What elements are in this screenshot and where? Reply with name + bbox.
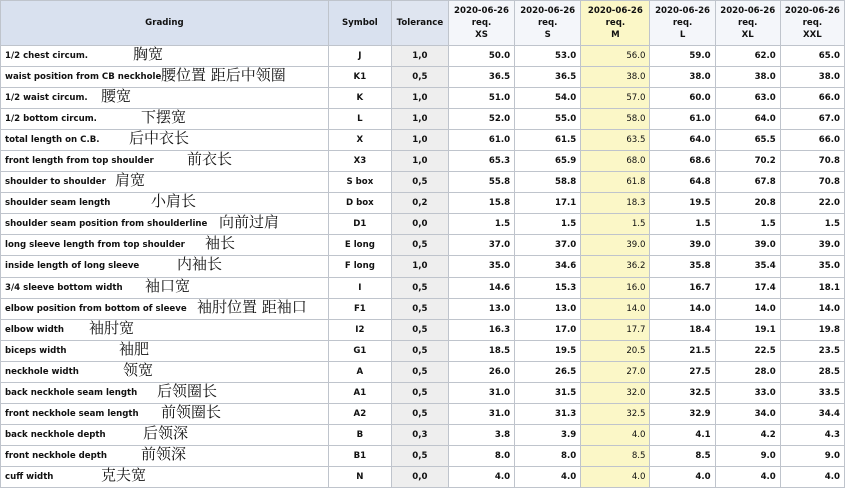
table-row bbox=[1, 256, 845, 277]
size-header bbox=[581, 1, 650, 46]
size-header-date: 2020-06-26 bbox=[784, 6, 840, 16]
size-value-cell: 32.9 bbox=[650, 403, 715, 424]
grading-label: shoulder to shoulder bbox=[5, 177, 106, 188]
symbol-cell: D box bbox=[328, 193, 391, 214]
tolerance-cell: 0,5 bbox=[391, 277, 448, 298]
size-value-cell: 26.0 bbox=[448, 361, 514, 382]
size-value-cell: 35.0 bbox=[448, 256, 514, 277]
size-value-cell: 33.0 bbox=[715, 382, 780, 403]
size-value-cell: 31.0 bbox=[448, 403, 514, 424]
symbol-cell: K1 bbox=[328, 67, 391, 88]
size-value-cell: 68.6 bbox=[650, 151, 715, 172]
size-value-cell: 1.5 bbox=[448, 214, 514, 235]
chinese-annotation: 袖肥 bbox=[119, 339, 150, 358]
chinese-annotation: 向前过肩 bbox=[219, 213, 280, 232]
chinese-annotation: 下摆宽 bbox=[141, 108, 187, 127]
grading-cell bbox=[1, 466, 329, 487]
chinese-annotation: 袖肘位置 距袖口 bbox=[197, 297, 307, 316]
symbol-cell: F long bbox=[328, 256, 391, 277]
size-value-cell: 14.0 bbox=[581, 298, 650, 319]
size-value-cell: 35.8 bbox=[650, 256, 715, 277]
grading-cell bbox=[1, 445, 329, 466]
size-value-cell: 21.5 bbox=[650, 340, 715, 361]
size-value-cell: 61.0 bbox=[650, 109, 715, 130]
size-value-cell: 1.5 bbox=[715, 214, 780, 235]
tolerance-cell: 0,5 bbox=[391, 319, 448, 340]
size-value-cell: 53.0 bbox=[515, 46, 581, 67]
symbol-cell: X3 bbox=[328, 151, 391, 172]
size-value-cell: 4.0 bbox=[780, 466, 844, 487]
size-value-cell: 26.5 bbox=[515, 361, 581, 382]
grading-label: elbow width bbox=[5, 324, 65, 335]
symbol-cell: A bbox=[328, 361, 391, 382]
size-value-cell: 55.0 bbox=[515, 109, 581, 130]
size-value-cell: 58.8 bbox=[515, 172, 581, 193]
chinese-annotation: 腰宽 bbox=[101, 87, 132, 106]
tolerance-cell: 0,5 bbox=[391, 403, 448, 424]
size-value-cell: 55.8 bbox=[448, 172, 514, 193]
size-value-cell: 65.3 bbox=[448, 151, 514, 172]
grading-label: biceps width bbox=[5, 345, 67, 356]
grading-label: back neckhole seam length bbox=[5, 387, 138, 398]
size-value-cell: 65.5 bbox=[715, 130, 780, 151]
tolerance-cell: 0,0 bbox=[391, 466, 448, 487]
grading-label: elbow position from bottom of sleeve bbox=[5, 303, 187, 314]
size-header-date: 2020-06-26 bbox=[454, 6, 509, 16]
table-row bbox=[1, 235, 845, 256]
size-value-cell: 56.0 bbox=[581, 46, 650, 67]
size-value-cell: 4.3 bbox=[780, 424, 844, 445]
grading-label: front length from top shoulder bbox=[5, 156, 154, 167]
tolerance-cell: 0,5 bbox=[391, 340, 448, 361]
size-value-cell: 65.9 bbox=[515, 151, 581, 172]
size-value-cell: 19.5 bbox=[515, 340, 581, 361]
size-value-cell: 28.5 bbox=[780, 361, 844, 382]
grading-cell bbox=[1, 151, 329, 172]
size-value-cell: 38.0 bbox=[581, 67, 650, 88]
grading-cell bbox=[1, 298, 329, 319]
size-header-date: 2020-06-26 bbox=[655, 6, 711, 16]
chinese-annotation: 前衣长 bbox=[187, 150, 233, 169]
header-row bbox=[1, 1, 845, 46]
table-row bbox=[1, 109, 845, 130]
grading-label: cuff width bbox=[5, 471, 54, 482]
size-value-cell: 32.0 bbox=[581, 382, 650, 403]
size-value-cell: 36.5 bbox=[515, 67, 581, 88]
size-value-cell: 68.0 bbox=[581, 151, 650, 172]
size-value-cell: 15.3 bbox=[515, 277, 581, 298]
size-header-size: S bbox=[544, 30, 551, 40]
chinese-annotation: 后领圈长 bbox=[157, 381, 218, 400]
size-value-cell: 18.4 bbox=[650, 319, 715, 340]
size-value-cell: 38.0 bbox=[650, 67, 715, 88]
tolerance-cell: 0,5 bbox=[391, 361, 448, 382]
chinese-annotation: 克夫宽 bbox=[101, 465, 147, 484]
tolerance-cell: 0,5 bbox=[391, 382, 448, 403]
size-value-cell: 63.5 bbox=[581, 130, 650, 151]
tolerance-cell: 1,0 bbox=[391, 109, 448, 130]
size-value-cell: 57.0 bbox=[581, 88, 650, 109]
table-row bbox=[1, 172, 845, 193]
size-value-cell: 17.1 bbox=[515, 193, 581, 214]
size-value-cell: 1.5 bbox=[515, 214, 581, 235]
size-value-cell: 19.5 bbox=[650, 193, 715, 214]
size-header-size: M bbox=[611, 30, 620, 40]
size-value-cell: 34.6 bbox=[515, 256, 581, 277]
size-header-date: 2020-06-26 bbox=[520, 6, 576, 16]
size-header bbox=[448, 1, 514, 46]
symbol-cell: J bbox=[328, 46, 391, 67]
size-value-cell: 23.5 bbox=[780, 340, 844, 361]
size-value-cell: 67.0 bbox=[780, 109, 844, 130]
size-value-cell: 13.0 bbox=[448, 298, 514, 319]
tolerance-cell: 0,0 bbox=[391, 214, 448, 235]
size-header-req: req. bbox=[672, 18, 693, 28]
table-row bbox=[1, 403, 845, 424]
size-value-cell: 8.0 bbox=[448, 445, 514, 466]
size-value-cell: 20.5 bbox=[581, 340, 650, 361]
size-value-cell: 1.5 bbox=[780, 214, 844, 235]
symbol-cell: A2 bbox=[328, 403, 391, 424]
grading-cell bbox=[1, 193, 329, 214]
chinese-annotation: 后领深 bbox=[143, 423, 189, 442]
size-value-cell: 18.5 bbox=[448, 340, 514, 361]
chinese-annotation: 领宽 bbox=[123, 360, 154, 379]
symbol-cell: E long bbox=[328, 235, 391, 256]
size-value-cell: 14.0 bbox=[780, 298, 844, 319]
symbol-cell: I2 bbox=[328, 319, 391, 340]
chinese-annotation: 肩宽 bbox=[115, 171, 146, 190]
size-value-cell: 8.5 bbox=[650, 445, 715, 466]
symbol-cell: D1 bbox=[328, 214, 391, 235]
size-header bbox=[515, 1, 581, 46]
size-value-cell: 39.0 bbox=[780, 235, 844, 256]
symbol-cell: B1 bbox=[328, 445, 391, 466]
grading-cell bbox=[1, 67, 329, 88]
grading-label: total length on C.B. bbox=[5, 135, 100, 146]
size-value-cell: 70.8 bbox=[780, 151, 844, 172]
tolerance-header: Tolerance bbox=[391, 1, 448, 46]
size-value-cell: 31.0 bbox=[448, 382, 514, 403]
size-value-cell: 8.5 bbox=[581, 445, 650, 466]
table-row bbox=[1, 277, 845, 298]
size-value-cell: 22.5 bbox=[715, 340, 780, 361]
size-value-cell: 52.0 bbox=[448, 109, 514, 130]
size-value-cell: 62.0 bbox=[715, 46, 780, 67]
size-value-cell: 37.0 bbox=[515, 235, 581, 256]
size-value-cell: 61.8 bbox=[581, 172, 650, 193]
size-value-cell: 9.0 bbox=[780, 445, 844, 466]
grading-label: shoulder seam length bbox=[5, 198, 111, 209]
size-header-req: req. bbox=[537, 18, 558, 28]
tolerance-cell: 0,5 bbox=[391, 172, 448, 193]
size-value-cell: 4.0 bbox=[515, 466, 581, 487]
tolerance-cell: 1,0 bbox=[391, 151, 448, 172]
table-row bbox=[1, 88, 845, 109]
size-value-cell: 59.0 bbox=[650, 46, 715, 67]
grading-label: back neckhole depth bbox=[5, 429, 106, 440]
size-value-cell: 19.8 bbox=[780, 319, 844, 340]
table-row bbox=[1, 361, 845, 382]
table-row bbox=[1, 424, 845, 445]
grading-label: 1/2 waist circum. bbox=[5, 93, 88, 104]
table-row bbox=[1, 46, 845, 67]
symbol-cell: X bbox=[328, 130, 391, 151]
size-value-cell: 17.4 bbox=[715, 277, 780, 298]
size-value-cell: 18.3 bbox=[581, 193, 650, 214]
size-value-cell: 14.0 bbox=[650, 298, 715, 319]
grading-label: neckhole width bbox=[5, 366, 79, 377]
size-value-cell: 4.0 bbox=[715, 466, 780, 487]
symbol-cell: I bbox=[328, 277, 391, 298]
tolerance-cell: 1,0 bbox=[391, 256, 448, 277]
size-value-cell: 36.2 bbox=[581, 256, 650, 277]
tolerance-cell: 0,3 bbox=[391, 424, 448, 445]
size-value-cell: 4.0 bbox=[581, 424, 650, 445]
symbol-cell: K bbox=[328, 88, 391, 109]
grading-label: front neckhole depth bbox=[5, 450, 108, 461]
grading-label: front neckhole seam length bbox=[5, 408, 139, 419]
size-value-cell: 66.0 bbox=[780, 88, 844, 109]
size-value-cell: 63.0 bbox=[715, 88, 780, 109]
grading-label: 3/4 sleeve bottom width bbox=[5, 282, 123, 293]
symbol-cell: F1 bbox=[328, 298, 391, 319]
size-value-cell: 14.6 bbox=[448, 277, 514, 298]
size-value-cell: 33.5 bbox=[780, 382, 844, 403]
grading-label: 1/2 chest circum. bbox=[5, 51, 89, 62]
size-value-cell: 37.0 bbox=[448, 235, 514, 256]
size-value-cell: 4.0 bbox=[650, 466, 715, 487]
size-value-cell: 70.8 bbox=[780, 172, 844, 193]
size-value-cell: 50.0 bbox=[448, 46, 514, 67]
size-value-cell: 31.5 bbox=[515, 382, 581, 403]
size-header bbox=[650, 1, 715, 46]
size-value-cell: 64.8 bbox=[650, 172, 715, 193]
size-value-cell: 4.2 bbox=[715, 424, 780, 445]
grading-label: 1/2 bottom circum. bbox=[5, 114, 97, 125]
size-value-cell: 38.0 bbox=[715, 67, 780, 88]
size-value-cell: 66.0 bbox=[780, 130, 844, 151]
table-row bbox=[1, 382, 845, 403]
size-header-req: req. bbox=[605, 18, 626, 28]
size-value-cell: 32.5 bbox=[581, 403, 650, 424]
size-value-cell: 31.3 bbox=[515, 403, 581, 424]
size-header-req: req. bbox=[737, 18, 758, 28]
size-header-size: XS bbox=[475, 30, 488, 40]
size-value-cell: 1.5 bbox=[581, 214, 650, 235]
size-value-cell: 70.2 bbox=[715, 151, 780, 172]
size-value-cell: 64.0 bbox=[650, 130, 715, 151]
size-value-cell: 4.0 bbox=[581, 466, 650, 487]
size-value-cell: 3.8 bbox=[448, 424, 514, 445]
size-value-cell: 15.8 bbox=[448, 193, 514, 214]
size-value-cell: 38.0 bbox=[780, 67, 844, 88]
grading-cell bbox=[1, 340, 329, 361]
symbol-header: Symbol bbox=[328, 1, 391, 46]
size-value-cell: 51.0 bbox=[448, 88, 514, 109]
size-value-cell: 34.4 bbox=[780, 403, 844, 424]
chinese-annotation: 袖长 bbox=[205, 234, 236, 253]
chinese-annotation: 后中衣长 bbox=[129, 129, 190, 148]
tolerance-cell: 0,5 bbox=[391, 298, 448, 319]
size-value-cell: 36.5 bbox=[448, 67, 514, 88]
size-value-cell: 35.0 bbox=[780, 256, 844, 277]
size-value-cell: 1.5 bbox=[650, 214, 715, 235]
grading-cell bbox=[1, 214, 329, 235]
size-header-size: XXL bbox=[803, 30, 822, 40]
size-value-cell: 4.0 bbox=[448, 466, 514, 487]
size-value-cell: 27.5 bbox=[650, 361, 715, 382]
size-header-date: 2020-06-26 bbox=[587, 6, 643, 16]
grading-label: shoulder seam position from shoulderline bbox=[5, 219, 208, 230]
size-value-cell: 39.0 bbox=[650, 235, 715, 256]
size-value-cell: 3.9 bbox=[515, 424, 581, 445]
size-value-cell: 13.0 bbox=[515, 298, 581, 319]
size-value-cell: 54.0 bbox=[515, 88, 581, 109]
grading-cell bbox=[1, 235, 329, 256]
chinese-annotation: 腰位置 距后中领圈 bbox=[161, 66, 286, 85]
grading-cell bbox=[1, 130, 329, 151]
chinese-annotation: 前领圈长 bbox=[161, 402, 222, 421]
chinese-annotation: 内袖长 bbox=[177, 255, 223, 274]
tolerance-cell: 1,0 bbox=[391, 46, 448, 67]
grading-label: inside length of long sleeve bbox=[5, 261, 140, 272]
grading-header: Grading bbox=[1, 1, 329, 46]
size-value-cell: 39.0 bbox=[581, 235, 650, 256]
tolerance-cell: 0,2 bbox=[391, 193, 448, 214]
table-body bbox=[1, 46, 845, 488]
size-value-cell: 60.0 bbox=[650, 88, 715, 109]
size-value-cell: 14.0 bbox=[715, 298, 780, 319]
size-header-req: req. bbox=[802, 18, 823, 28]
symbol-cell: L bbox=[328, 109, 391, 130]
size-value-cell: 16.7 bbox=[650, 277, 715, 298]
size-value-cell: 4.1 bbox=[650, 424, 715, 445]
chinese-annotation: 胸宽 bbox=[133, 45, 164, 63]
tolerance-cell: 1,0 bbox=[391, 130, 448, 151]
size-value-cell: 35.4 bbox=[715, 256, 780, 277]
tolerance-cell: 1,0 bbox=[391, 88, 448, 109]
table-row bbox=[1, 193, 845, 214]
size-header-size: XL bbox=[741, 30, 754, 40]
symbol-cell: N bbox=[328, 466, 391, 487]
size-value-cell: 28.0 bbox=[715, 361, 780, 382]
size-value-cell: 8.0 bbox=[515, 445, 581, 466]
size-value-cell: 17.0 bbox=[515, 319, 581, 340]
tolerance-cell: 0,5 bbox=[391, 67, 448, 88]
chinese-annotation: 袖口宽 bbox=[145, 276, 191, 295]
table-row bbox=[1, 466, 845, 487]
size-value-cell: 22.0 bbox=[780, 193, 844, 214]
size-header-req: req. bbox=[471, 18, 492, 28]
size-header-date: 2020-06-26 bbox=[720, 6, 776, 16]
size-value-cell: 27.0 bbox=[581, 361, 650, 382]
size-header-size: L bbox=[679, 30, 686, 40]
chinese-annotation: 前领深 bbox=[141, 444, 187, 463]
tolerance-cell: 0,5 bbox=[391, 445, 448, 466]
symbol-cell: B bbox=[328, 424, 391, 445]
size-value-cell: 64.0 bbox=[715, 109, 780, 130]
size-value-cell: 65.0 bbox=[780, 46, 844, 67]
size-value-cell: 34.0 bbox=[715, 403, 780, 424]
size-value-cell: 61.5 bbox=[515, 130, 581, 151]
symbol-cell: A1 bbox=[328, 382, 391, 403]
size-value-cell: 39.0 bbox=[715, 235, 780, 256]
grading-cell bbox=[1, 319, 329, 340]
size-value-cell: 18.1 bbox=[780, 277, 844, 298]
size-header bbox=[780, 1, 844, 46]
grading-label: waist position from CB neckhole bbox=[5, 72, 162, 83]
grading-label: long sleeve length from top shoulder bbox=[5, 240, 185, 251]
size-value-cell: 20.8 bbox=[715, 193, 780, 214]
table-row bbox=[1, 130, 845, 151]
table-row bbox=[1, 214, 845, 235]
size-header bbox=[715, 1, 780, 46]
size-value-cell: 17.7 bbox=[581, 319, 650, 340]
size-value-cell: 19.1 bbox=[715, 319, 780, 340]
size-value-cell: 61.0 bbox=[448, 130, 514, 151]
size-value-cell: 16.0 bbox=[581, 277, 650, 298]
size-value-cell: 58.0 bbox=[581, 109, 650, 130]
size-value-cell: 9.0 bbox=[715, 445, 780, 466]
size-value-cell: 16.3 bbox=[448, 319, 514, 340]
size-value-cell: 32.5 bbox=[650, 382, 715, 403]
size-value-cell: 67.8 bbox=[715, 172, 780, 193]
chinese-annotation: 袖肘宽 bbox=[89, 318, 135, 337]
symbol-cell: S box bbox=[328, 172, 391, 193]
tolerance-cell: 0,5 bbox=[391, 235, 448, 256]
chinese-annotation: 小肩长 bbox=[151, 192, 197, 211]
symbol-cell: G1 bbox=[328, 340, 391, 361]
